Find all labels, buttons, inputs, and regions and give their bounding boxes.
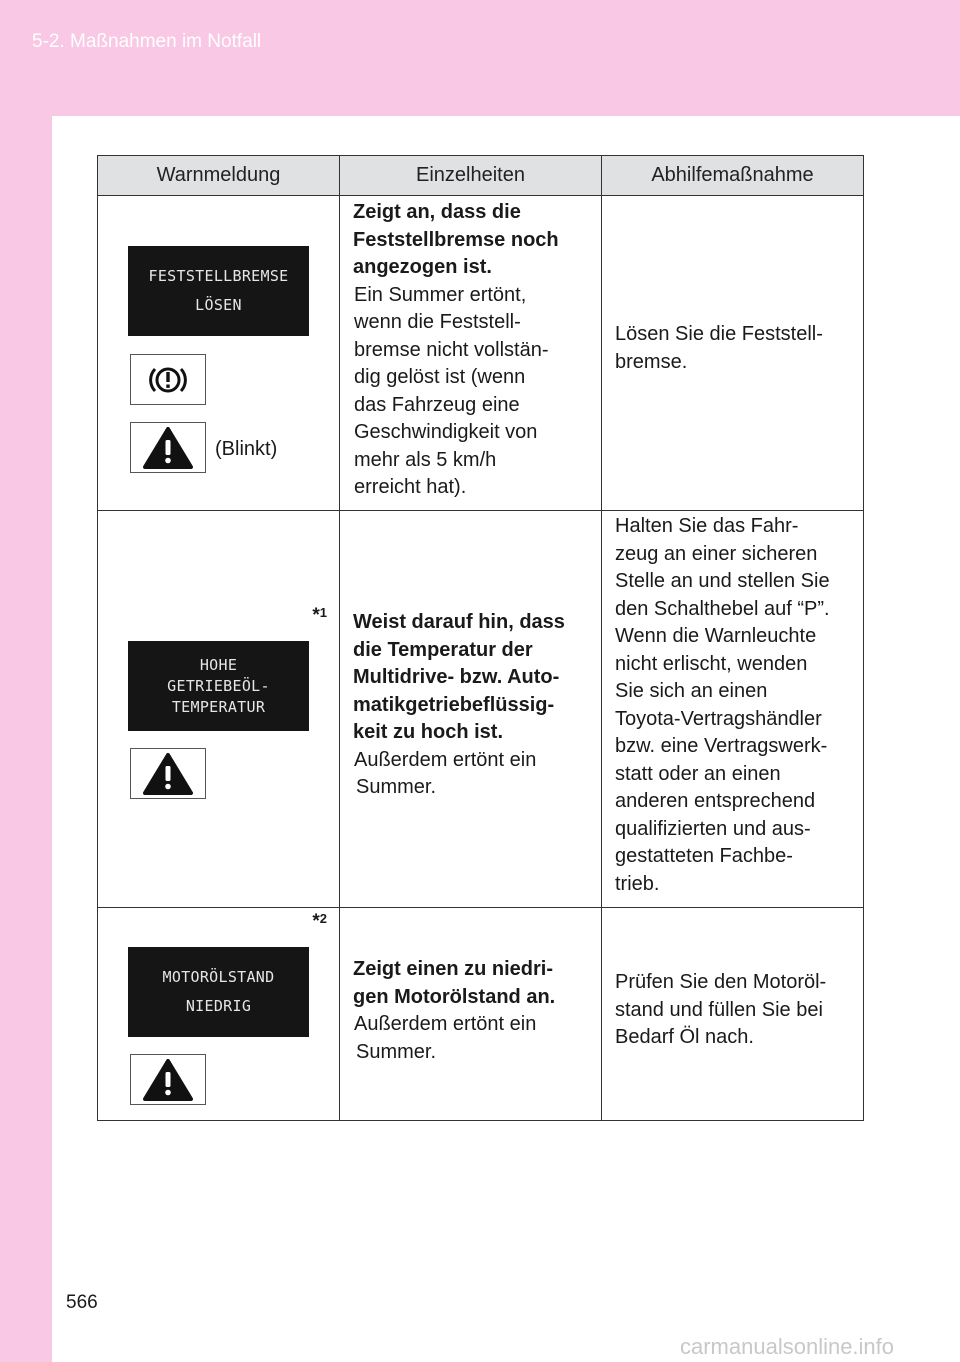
warning-cell xyxy=(98,196,340,511)
text-line: statt oder an einen xyxy=(615,762,781,785)
text-line: dig gelöst ist (wenn xyxy=(354,366,526,388)
text-line: Feststellbremse noch xyxy=(353,228,559,251)
warning-table xyxy=(97,155,864,1121)
section-title: 5-2. Maßnahmen im Notfall xyxy=(32,31,262,52)
table-row xyxy=(98,511,864,908)
footnote-mark xyxy=(312,911,327,933)
display-line: HOHE xyxy=(199,655,238,674)
text-line: erreicht hat). xyxy=(354,476,467,498)
text-line: zeug an einer sicheren xyxy=(615,542,818,565)
table-row xyxy=(98,908,864,1121)
text-line: Weist darauf hin, dass xyxy=(353,611,565,633)
footnote-number: 2 xyxy=(319,911,327,926)
details-heading xyxy=(340,956,601,1011)
footnote-star: * xyxy=(312,605,320,626)
display-line: MOTORÖLSTAND xyxy=(162,968,275,986)
text-line: Zeigt einen zu niedri- xyxy=(353,958,554,980)
table-row xyxy=(98,196,864,511)
blink-label: (Blinkt) xyxy=(215,438,278,460)
details-text xyxy=(340,1011,601,1066)
details-cell xyxy=(340,511,602,908)
column-header-warnmeldung: Warnmeldung xyxy=(98,156,340,196)
text-line: wenn die Feststell- xyxy=(354,311,521,333)
text-line: Wenn die Warnleuchte xyxy=(615,625,817,647)
remedy-text xyxy=(602,321,863,376)
details-text xyxy=(340,747,601,802)
text-line: das Fahrzeug eine xyxy=(354,393,520,416)
warning-cell xyxy=(98,908,340,1121)
watermark: carmanualsonline.info xyxy=(680,1334,895,1359)
text-line: bremse nicht vollstän- xyxy=(354,338,549,361)
text-line: trieb. xyxy=(615,872,660,895)
text-line: Lösen Sie die Feststell- xyxy=(615,323,823,345)
master-warning-icon xyxy=(130,422,206,473)
header-band xyxy=(0,0,960,116)
remedy-cell xyxy=(602,908,864,1121)
text-line: anderen entsprechend xyxy=(615,790,816,812)
text-line: Toyota-Vertragshändler xyxy=(615,707,822,730)
display-line: GETRIEBEÖL- xyxy=(167,676,270,695)
text-line: den Schalthebel auf “P”. xyxy=(615,597,830,620)
side-band xyxy=(0,116,52,1362)
text-line: Summer. xyxy=(356,776,437,798)
display-line: NIEDRIG xyxy=(185,997,252,1015)
text-line: Zeigt an, dass die xyxy=(353,201,521,223)
footnote-star: * xyxy=(312,911,320,932)
text-line: gestatteten Fachbe- xyxy=(615,845,793,867)
page-number: 566 xyxy=(66,1292,98,1313)
master-warning-icon xyxy=(130,1054,206,1105)
text-line: bremse. xyxy=(615,350,688,373)
text-line: stand und füllen Sie bei xyxy=(615,998,823,1021)
column-header-abhilfe: Abhilfemaßnahme xyxy=(602,156,864,196)
brake-warning-icon xyxy=(130,354,206,405)
table-header-row xyxy=(98,156,864,196)
text-line: gen Motorölstand an. xyxy=(353,985,556,1008)
display-line: LÖSEN xyxy=(195,296,242,314)
text-line: nicht erlischt, wenden xyxy=(615,652,808,675)
text-line: Außerdem ertönt ein xyxy=(354,748,537,771)
details-text xyxy=(340,282,601,502)
remedy-text xyxy=(602,969,863,1052)
text-line: matikgetriebeflüssig- xyxy=(353,693,555,716)
text-line: qualifizierten und aus- xyxy=(615,817,811,840)
details-cell xyxy=(340,196,602,511)
text-line: Geschwindigkeit von xyxy=(354,421,538,443)
text-line: bzw. eine Vertragswerk- xyxy=(615,735,828,757)
remedy-text xyxy=(602,513,863,898)
details-cell xyxy=(340,908,602,1121)
text-line: Halten Sie das Fahr- xyxy=(615,515,799,537)
text-line: Prüfen Sie den Motoröl- xyxy=(615,971,827,993)
text-line: Außerdem ertönt ein xyxy=(354,1013,537,1035)
text-line: Sie sich an einen xyxy=(615,680,768,702)
footnote-number: 1 xyxy=(319,605,327,620)
text-line: Multidrive- bzw. Auto- xyxy=(353,666,560,688)
text-line: Stelle an und stellen Sie xyxy=(615,570,830,592)
text-line: keit zu hoch ist. xyxy=(353,721,504,743)
display-message xyxy=(128,246,309,336)
text-line: Ein Summer ertönt, xyxy=(354,283,527,306)
remedy-cell xyxy=(602,511,864,908)
text-line: die Temperatur der xyxy=(353,638,533,661)
details-heading xyxy=(340,199,601,282)
details-heading xyxy=(340,609,601,747)
warning-cell xyxy=(98,511,340,908)
text-line: angezogen ist. xyxy=(353,256,492,278)
column-header-einzelheiten: Einzelheiten xyxy=(340,156,602,196)
text-line: Bedarf Öl nach. xyxy=(615,1026,754,1048)
display-message xyxy=(128,947,309,1037)
text-line: Summer. xyxy=(356,1040,437,1063)
display-line: TEMPERATUR xyxy=(171,697,266,716)
footnote-mark xyxy=(312,605,327,627)
master-warning-icon xyxy=(130,748,206,799)
text-line: mehr als 5 km/h xyxy=(354,448,497,471)
remedy-cell xyxy=(602,196,864,511)
display-line: FESTSTELLBREMSE xyxy=(148,267,289,285)
display-message xyxy=(128,641,309,731)
